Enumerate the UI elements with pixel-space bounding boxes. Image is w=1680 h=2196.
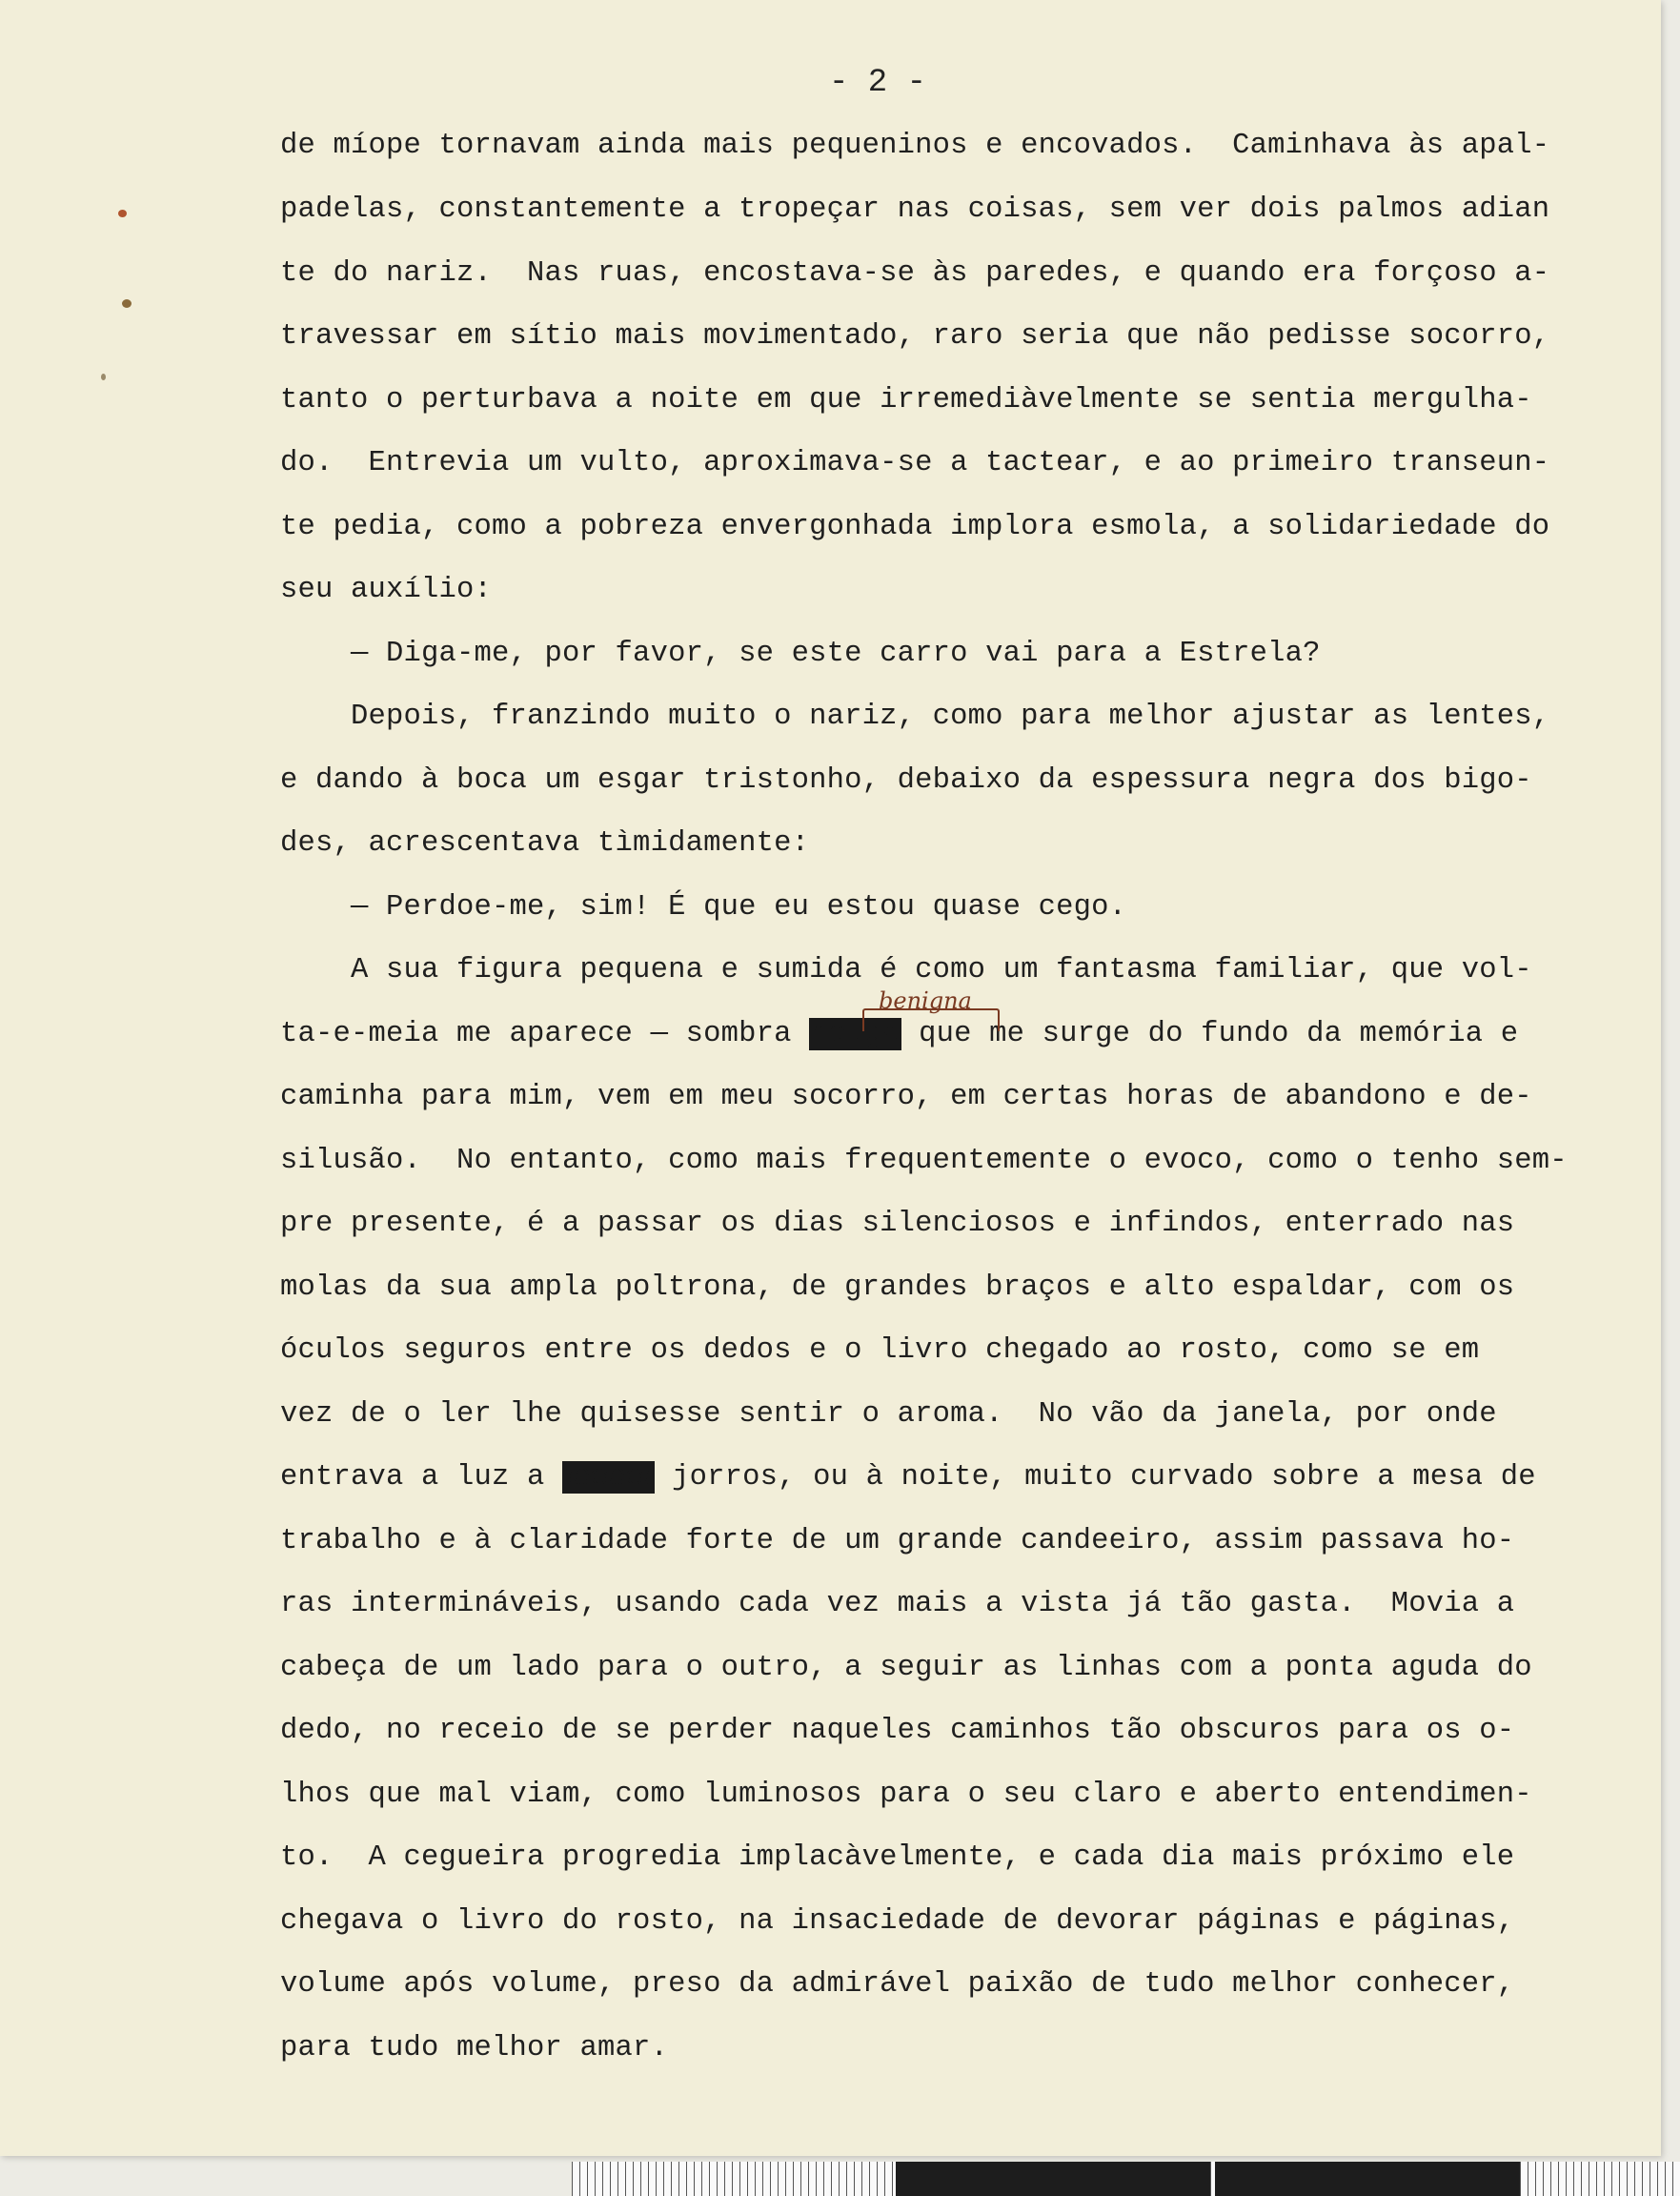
struck-out-word: meiga [811,1018,900,1050]
text-line: molas da sua ampla poltrona, de grandes braços e alto espaldar, com os [280,1271,1515,1304]
ruler-dark-segment [1215,2162,1520,2196]
ruler-dark-segment [896,2162,1210,2196]
text-line: — Diga-me, por favor, se este carro vai para a Estrela? [280,638,1321,670]
text-segment: que me surge do fundo da memória e [901,1018,1519,1050]
text-line: te do nariz. Nas ruas, encostava-se às paredes, e quando era forçoso a- [280,257,1550,290]
text-line: — Perdoe-me, sim! É que eu estou quase cego. [280,891,1127,924]
text-line: para tudo melhor amar. [280,2032,669,2064]
scale-ruler [572,2162,1680,2196]
text-line: de míope tornavam ainda mais pequeninos e encovados. Caminhava às apal- [280,130,1550,162]
text-line: dedo, no receio de se perder naqueles caminhos tão obscuros para os o- [280,1715,1515,1747]
text-line: chegava o livro do rosto, na insaciedade de devorar páginas e páginas, [280,1905,1515,1938]
text-line: to. A cegueira progredia implacàvelmente, e cada dia mais próximo ele [280,1841,1515,1874]
text-line: lhos que mal viam, como luminosos para o seu claro e aberto entendimen- [280,1779,1532,1811]
text-line: vez de o ler lhe quisesse sentir o aroma. No vão da janela, por onde [280,1398,1497,1431]
handwritten-insertion: benigna [879,987,972,1014]
text-line: seu auxílio: [280,574,493,606]
text-line: ras intermináveis, usando cada vez mais a vista já tão gasta. Movia a [280,1588,1515,1620]
text-segment: jorros, ou à noite, muito curvado sobre a mesa de [654,1461,1536,1494]
ruler-ticks [572,2162,896,2196]
struck-out-word: xxxxx [564,1461,653,1494]
text-line: do. Entrevia um vulto, aproximava-se a tactear, e ao primeiro transeun- [280,447,1550,479]
text-line: volume após volume, preso da admirável paixão de tudo melhor conhecer, [280,1968,1515,2001]
text-line: A sua figura pequena e sumida é como um fantasma familiar, que vol- [280,954,1532,986]
stain-mark [122,299,132,308]
text-line: caminha para mim, vem em meu socorro, em certas horas de abandono e de- [280,1081,1532,1113]
stain-mark [118,210,127,217]
text-line: Depois, franzindo muito o nariz, como para melhor ajustar as lentes, [280,701,1550,733]
text-line: óculos seguros entre os dedos e o livro chegado ao rosto, como se em [280,1334,1480,1367]
text-line: padelas, constantemente a tropeçar nas coisas, sem ver dois palmos adian [280,193,1550,226]
text-segment: ta-e-meia me aparece — sombra [280,1018,810,1050]
text-line: travessar em sítio mais movimentado, raro seria que não pedisse socorro, [280,320,1550,353]
text-line: tanto o perturbava a noite em que irremediàvelmente se sentia mergulha- [280,384,1532,417]
text-line: cabeça de um lado para o outro, a seguir as linhas com a ponta aguda do [280,1652,1532,1684]
text-line: e dando à boca um esgar tristonho, debaixo da espessura negra dos bigo- [280,764,1532,797]
text-line-with-correction [280,1461,1652,1494]
ruler-ticks [1520,2162,1680,2196]
text-segment: entrava a luz a [280,1461,563,1494]
text-line: pre presente, é a passar os dias silenciosos e infindos, enterrado nas [280,1208,1515,1240]
text-line: silusão. No entanto, como mais frequentemente o evoco, como o tenho sem- [280,1145,1568,1177]
text-line: te pedia, como a pobreza envergonhada implora esmola, a solidariedade do [280,511,1550,543]
page-number: - 2 - [829,65,927,101]
text-line: trabalho e à claridade forte de um grande candeeiro, assim passava ho- [280,1525,1515,1557]
stain-mark [101,374,106,380]
text-line: des, acrescentava tìmidamente: [280,827,810,860]
